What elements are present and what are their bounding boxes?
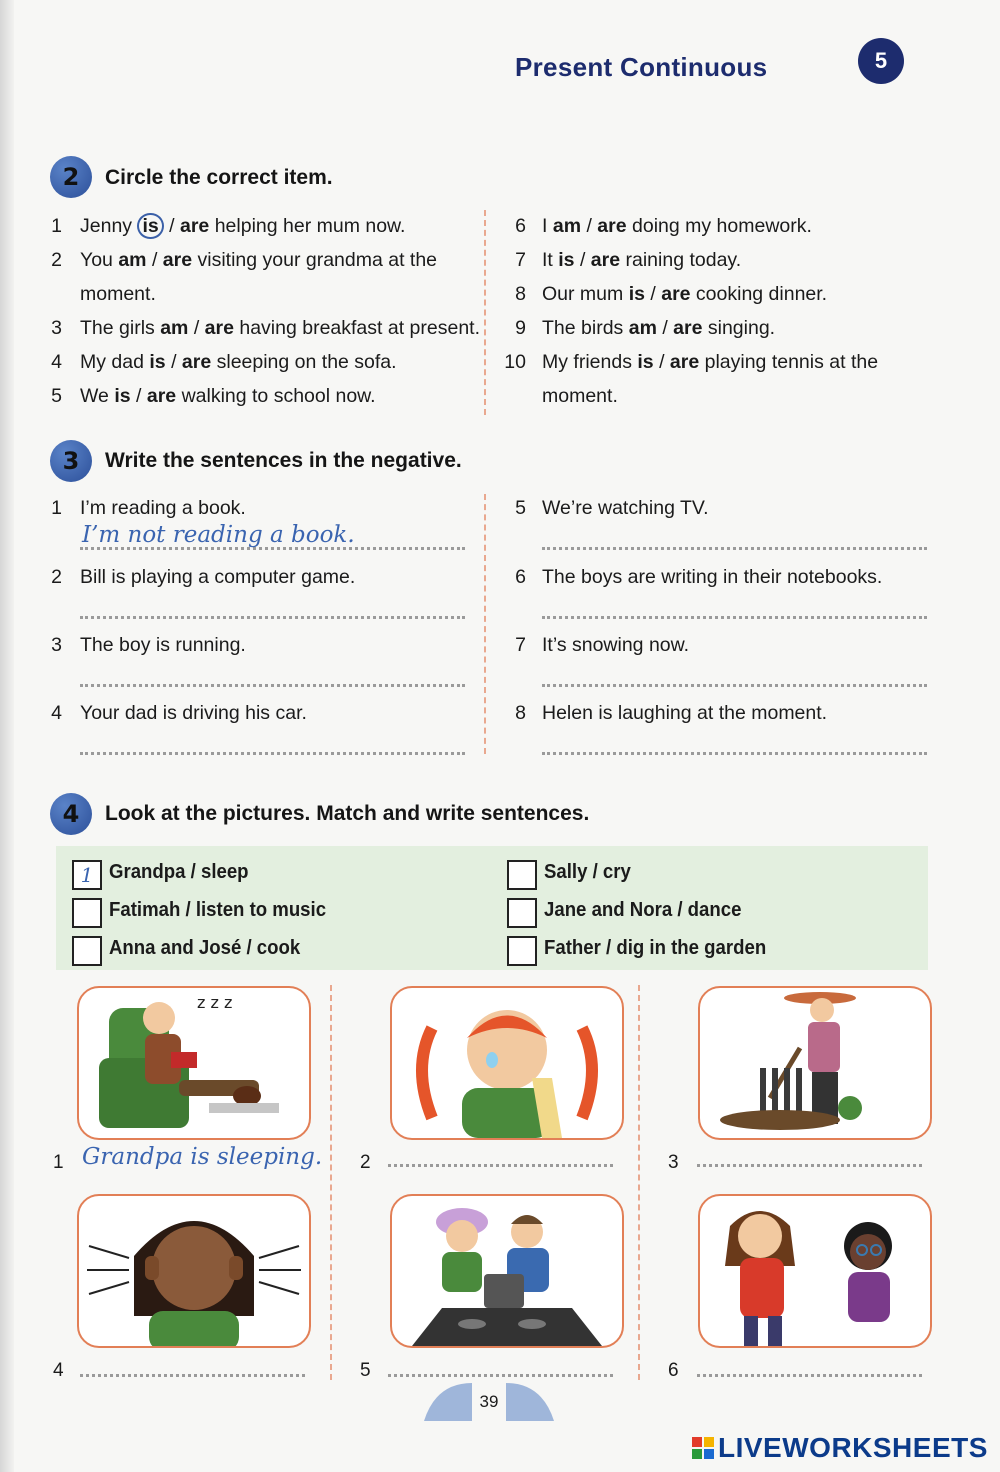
option-separator: / [136,385,142,407]
exercise-2-title: Circle the correct item. [105,166,333,189]
ex2-item-before: My dad [80,351,144,373]
ex3-item-number: 6 [515,566,526,588]
option-separator: / [169,215,175,237]
ex2-item-before: Our mum [542,283,624,305]
ex2-item [542,311,775,345]
ex2-item [80,243,437,277]
ex2-item-number: 1 [51,215,62,237]
ex2-item-before: My friends [542,351,632,373]
phrase-text: Sally / cry [544,861,631,883]
option-a[interactable]: is [114,385,131,407]
page-number: 39 [479,1392,499,1411]
exercise-4-badge: 4 [50,793,92,835]
picture-6-jane-nora-dancing [698,1194,932,1348]
phrase-checkbox-number: 1 [80,863,94,887]
ex2-item-after: doing my homework. [632,215,812,237]
picture-6-number: 6 [668,1360,679,1381]
option-b[interactable]: are [597,215,627,237]
option-b[interactable]: are [204,317,234,339]
phrase-text: Anna and José / cook [109,937,301,959]
ex3-sentence: The boys are writing in their notebooks. [542,566,883,588]
ex2-item-continuation: moment. [542,385,618,407]
unit-number-badge: 5 [858,38,904,84]
picture-4-number: 4 [53,1360,64,1381]
exercise-3-divider [484,494,486,754]
phrase-checkbox[interactable] [507,936,537,966]
option-a[interactable]: am [628,317,657,339]
ex3-answer-line[interactable] [542,547,927,550]
option-b[interactable]: are [146,385,177,407]
ex2-item [80,311,480,345]
exercise-2-divider [484,210,486,415]
option-separator: / [579,249,586,271]
phrase-checkbox[interactable] [507,860,537,890]
ex2-item [542,277,827,311]
ex2-item-number: 10 [504,351,526,373]
ex3-sentence: Bill is playing a computer game. [80,566,356,588]
ex2-item [80,209,405,243]
picture-5-number: 5 [360,1360,371,1381]
picture-3-number: 3 [668,1152,679,1173]
exercise-3-badge: 3 [50,440,92,482]
option-b[interactable]: are [180,215,210,237]
ex3-answer-line[interactable] [80,752,465,755]
ex2-item-before: The girls [80,317,155,339]
picture-5-answer-line[interactable] [388,1374,613,1377]
ex2-item [80,345,397,379]
pictures-divider-right [638,985,640,1380]
ex2-item-after: cooking dinner. [695,283,828,305]
option-a[interactable]: am [552,215,582,237]
option-b[interactable]: are [590,249,621,271]
page-title: Present Continuous [515,52,768,82]
picture-1-grandpa-sleeping [77,986,311,1140]
ex2-item-number: 2 [51,249,62,271]
exercise-3-title: Write the sentences in the negative. [105,449,462,472]
ex2-item-number: 9 [515,317,526,339]
option-a[interactable]: am [118,249,147,271]
option-b[interactable]: are [673,317,703,339]
picture-3-answer-line[interactable] [697,1164,922,1167]
ex2-item [542,345,878,379]
picture-1-number: 1 [53,1152,64,1173]
ex3-answer-line[interactable] [80,616,465,619]
ex3-answer-line[interactable] [542,684,927,687]
option-separator: / [586,215,592,237]
ex2-item-before: We [80,385,109,407]
ex3-answer[interactable]: I’m not reading a book. [82,522,355,548]
ex3-answer-line[interactable] [542,752,927,755]
phrase-text: Father / dig in the garden [544,937,767,959]
phrase-checkbox[interactable] [72,936,102,966]
ex2-item-after: walking to school now. [181,385,376,407]
ex3-item-number: 1 [51,497,62,519]
option-b[interactable]: are [181,351,212,373]
option-a[interactable]: am [160,317,189,339]
picture-2-sally-crying [390,986,624,1140]
option-separator: / [662,317,668,339]
ex2-item [542,209,812,243]
ex2-item-continuation: moment. [80,283,156,305]
page-spine-shadow [0,0,14,1472]
picture-1-answer[interactable]: Grandpa is sleeping. [82,1144,323,1170]
ex2-item-number: 8 [515,283,526,305]
liveworksheets-logo-icon [692,1437,714,1459]
ex3-item-number: 4 [51,702,62,724]
phrase-text: Grandpa / sleep [109,861,249,883]
option-b[interactable]: are [661,283,691,305]
option-separator: / [650,283,656,305]
ex2-item-number: 4 [51,351,62,373]
ex2-item-number: 7 [515,249,526,271]
ex2-item-after: sleeping on the sofa. [216,351,397,373]
phrase-text: Jane and Nora / dance [544,899,742,921]
picture-4-answer-line[interactable] [80,1374,305,1377]
ex2-item-number: 5 [51,385,62,407]
picture-3-father-digging [698,986,932,1140]
ex2-item-before: Jenny [80,215,133,237]
ex3-answer-line[interactable] [542,616,927,619]
ex3-item-number: 8 [515,702,526,724]
picture-5-anna-jose-cooking [390,1194,624,1348]
option-a[interactable]: is [628,283,645,305]
phrase-checkbox[interactable] [72,860,102,890]
ex2-item-before: The birds [542,317,624,339]
option-a[interactable]: is [149,351,166,373]
phrase-checkbox[interactable] [507,898,537,928]
option-separator: / [171,351,177,373]
picture-2-answer-line[interactable] [388,1164,613,1167]
ex2-item [80,379,376,413]
ex3-item-number: 2 [51,566,62,588]
option-separator: / [151,249,158,271]
ex2-item-after: playing tennis at the [704,351,879,373]
picture-6-answer-line[interactable] [697,1374,922,1377]
ex2-item-before: It [542,249,553,271]
ex3-sentence: It’s snowing now. [542,634,690,656]
ex2-item-before: You [80,249,113,271]
exercise-4-title: Look at the pictures. Match and write sentences. [105,802,590,825]
pictures-divider-left [330,985,332,1380]
ex2-item-after: visiting your grandma at the [197,249,438,271]
ex2-item-number: 6 [515,215,526,237]
ex3-answer-line[interactable] [80,684,465,687]
option-separator: / [193,317,200,339]
ex2-item-number: 3 [51,317,62,339]
option-b[interactable]: are [669,351,700,373]
ex3-item-number: 5 [515,497,526,519]
watermark-text: LIVEWORKSHEETS [718,1432,988,1463]
option-a[interactable]: is [637,351,654,373]
phrase-checkbox[interactable] [72,898,102,928]
ex3-item-number: 3 [51,634,62,656]
option-a[interactable]: is [558,249,575,271]
ex3-sentence: The boy is running. [80,634,246,656]
ex3-sentence: Helen is laughing at the moment. [542,702,828,724]
picture-4-fatimah-listening [77,1194,311,1348]
option-a[interactable]: is [137,213,163,239]
ex3-sentence: I’m reading a book. [80,497,246,519]
ex2-item-after: helping her mum now. [214,215,406,237]
exercise-2-badge: 2 [50,156,92,198]
option-b[interactable]: are [162,249,193,271]
liveworksheets-watermark [692,1432,988,1464]
sleep-zzz: z z z [197,993,233,1012]
picture-2-number: 2 [360,1152,371,1173]
ex3-sentence: Your dad is driving his car. [80,702,307,724]
ex2-item-before: I [542,215,548,237]
ex3-sentence: We’re watching TV. [542,497,709,519]
ex2-item [542,243,741,277]
ex3-item-number: 7 [515,634,526,656]
ex2-item-after: singing. [707,317,776,339]
ex2-item-after: having breakfast at present. [239,317,481,339]
phrase-text: Fatimah / listen to music [109,899,327,921]
option-separator: / [659,351,665,373]
ex2-item-after: raining today. [625,249,742,271]
